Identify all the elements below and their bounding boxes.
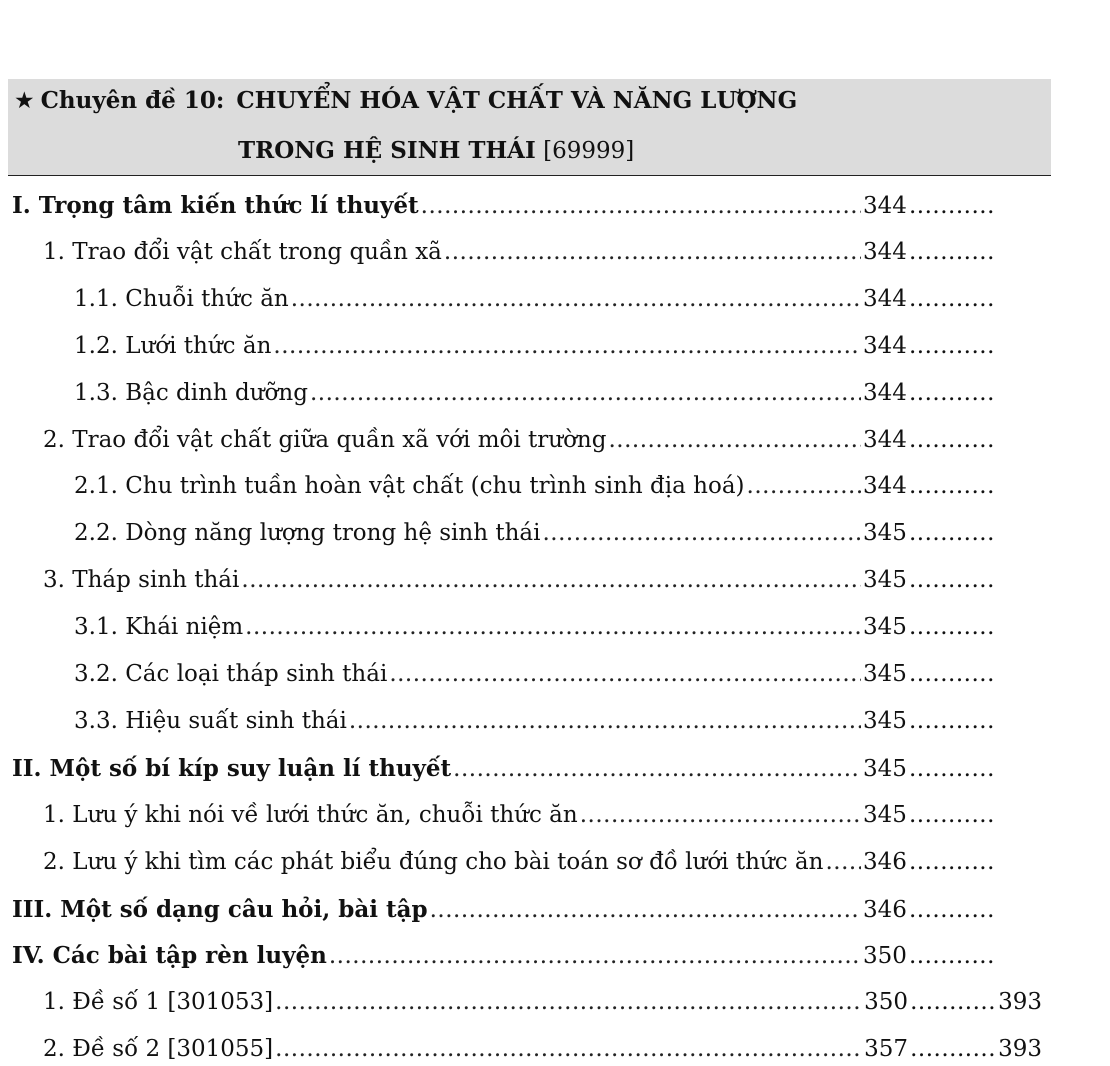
- dot-leader-tail: [909, 849, 997, 875]
- dot-leader: [421, 193, 861, 219]
- toc-entry-title: 2.1. Chu trình tuần hoàn vật chất (chu trình sinh địa hoá): [74, 473, 745, 500]
- toc-entry-page: 357: [864, 1036, 908, 1063]
- toc-entry: [74, 333, 997, 363]
- dot-leader-tail: [910, 1036, 998, 1062]
- dot-leader: [291, 286, 861, 312]
- toc-entry-title: 1.1. Chuỗi thức ăn: [74, 285, 289, 312]
- toc-entry: [74, 286, 997, 316]
- toc-entry: [74, 661, 997, 691]
- dot-leader-tail: [909, 756, 997, 782]
- toc-entry-title: 3. Tháp sinh thái: [43, 567, 240, 594]
- toc-entry-title: 3.3. Hiệu suất sinh thái: [74, 707, 347, 734]
- dot-leader-tail: [909, 333, 997, 359]
- toc-entry: [43, 427, 997, 457]
- dot-leader-tail: [909, 708, 997, 734]
- toc-entry-title: 3.2. Các loại tháp sinh thái: [74, 661, 388, 687]
- toc-entry-page: 344: [863, 426, 907, 453]
- toc-entry: [12, 896, 997, 926]
- toc-entry: [43, 1036, 1042, 1066]
- dot-leader-tail: [910, 989, 998, 1015]
- chapter-code: [69999]: [543, 138, 635, 164]
- toc-entry-page: 345: [863, 520, 907, 547]
- toc-entry: [12, 942, 997, 972]
- toc-entry: [12, 755, 997, 785]
- toc-entry: [43, 239, 997, 269]
- toc-entry-page: 345: [863, 567, 907, 594]
- toc-entry: [74, 380, 997, 410]
- toc-entry-page: 350: [863, 943, 907, 970]
- toc-entry: [12, 192, 997, 222]
- dot-leader: [275, 1036, 862, 1062]
- dot-leader-tail: [909, 943, 997, 969]
- chapter-title-line-1: [14, 87, 797, 114]
- toc-entry-page: 345: [863, 661, 907, 687]
- dot-leader: [273, 333, 861, 359]
- chapter-title-2: TRONG HỆ SINH THÁI: [238, 137, 536, 164]
- dot-leader: [542, 520, 861, 546]
- dot-leader: [608, 427, 861, 453]
- toc-entry-page: 345: [863, 755, 907, 782]
- dot-leader: [349, 708, 861, 734]
- dot-leader: [825, 849, 861, 875]
- toc-entry-title: 1. Đề số 1 [301053]: [43, 989, 274, 1016]
- dot-leader: [580, 802, 861, 828]
- dot-leader-tail: [909, 661, 997, 687]
- dot-leader-tail: [909, 239, 997, 265]
- toc-entry-page: 345: [863, 801, 907, 828]
- toc-entry-title: 1. Lưu ý khi nói về lưới thức ăn, chuỗi thức ăn: [43, 801, 578, 828]
- toc-entry-title: 2. Trao đổi vật chất giữa quần xã với môi trường: [43, 426, 607, 453]
- toc-entry-title: II. Một số bí kíp suy luận lí thuyết: [12, 754, 452, 782]
- dot-leader: [241, 567, 861, 593]
- dot-leader: [430, 897, 861, 923]
- dot-leader-tail: [909, 473, 997, 499]
- toc-entry-page: 346: [863, 848, 907, 875]
- toc-entry-title: 2. Đề số 2 [301055]: [43, 1036, 274, 1063]
- dot-leader-tail: [909, 567, 997, 593]
- toc-entry: [74, 473, 997, 503]
- dot-leader: [453, 756, 861, 782]
- dot-leader: [329, 943, 861, 969]
- toc-entry: [74, 520, 997, 550]
- star-icon: ★: [14, 88, 35, 114]
- toc-entry-page: 350: [864, 989, 908, 1016]
- toc-entry-title: 3.1. Khái niệm: [74, 614, 244, 641]
- toc-entry-page: 345: [863, 614, 907, 641]
- toc-entry-end-page: 393: [998, 989, 1042, 1016]
- dot-leader-tail: [909, 897, 997, 923]
- toc-entry-title: 1.2. Lưới thức ăn: [74, 332, 272, 359]
- dot-leader: [747, 473, 861, 499]
- toc-entry-page: 344: [863, 379, 907, 406]
- toc-entry-title: I. Trọng tâm kiến thức lí thuyết: [12, 192, 419, 219]
- toc-entry-page: 344: [863, 285, 907, 312]
- dot-leader-tail: [909, 286, 997, 312]
- chapter-title-line-2: [238, 137, 634, 164]
- dot-leader-tail: [909, 380, 997, 406]
- toc-entry-page: 344: [863, 193, 907, 219]
- chapter-header: [8, 79, 1051, 176]
- dot-leader-tail: [909, 427, 997, 453]
- toc-entry-title: 2. Lưu ý khi tìm các phát biểu đúng cho bài toán sơ đồ lưới thức ăn: [43, 848, 824, 875]
- toc-entry: [43, 849, 997, 879]
- dot-leader: [389, 661, 861, 687]
- toc-entry-end-page: 393: [998, 1036, 1042, 1063]
- dot-leader: [275, 989, 862, 1015]
- toc-entry: [74, 708, 997, 738]
- toc-entry: [43, 567, 997, 597]
- dot-leader-tail: [909, 193, 997, 219]
- chapter-title-1: CHUYỂN HÓA VẬT CHẤT VÀ NĂNG LƯỢNG: [236, 87, 798, 114]
- toc-entry: [43, 989, 1042, 1019]
- dot-leader-tail: [909, 614, 997, 640]
- dot-leader-tail: [909, 520, 997, 546]
- toc-entry-title: III. Một số dạng câu hỏi, bài tập: [12, 895, 428, 923]
- dot-leader-tail: [909, 802, 997, 828]
- toc-entry-title: IV. Các bài tập rèn luyện: [12, 942, 327, 970]
- toc-entry: [43, 802, 997, 832]
- toc-entry-page: 345: [863, 707, 907, 734]
- dot-leader: [245, 614, 861, 640]
- toc-entry: [74, 614, 997, 644]
- toc-entry-title: 2.2. Dòng năng lượng trong hệ sinh thái: [74, 520, 541, 547]
- toc-entry-page: 344: [863, 473, 907, 500]
- toc-entry-title: 1. Trao đổi vật chất trong quần xã: [43, 238, 442, 265]
- toc-entry-page: 346: [863, 896, 907, 923]
- dot-leader: [444, 239, 861, 265]
- toc-entry-title: 1.3. Bậc dinh dưỡng: [74, 379, 308, 406]
- dot-leader: [310, 380, 861, 406]
- chapter-label: Chuyên đề 10:: [40, 87, 225, 114]
- toc-entry-page: 344: [863, 332, 907, 359]
- toc-entry-page: 344: [863, 238, 907, 265]
